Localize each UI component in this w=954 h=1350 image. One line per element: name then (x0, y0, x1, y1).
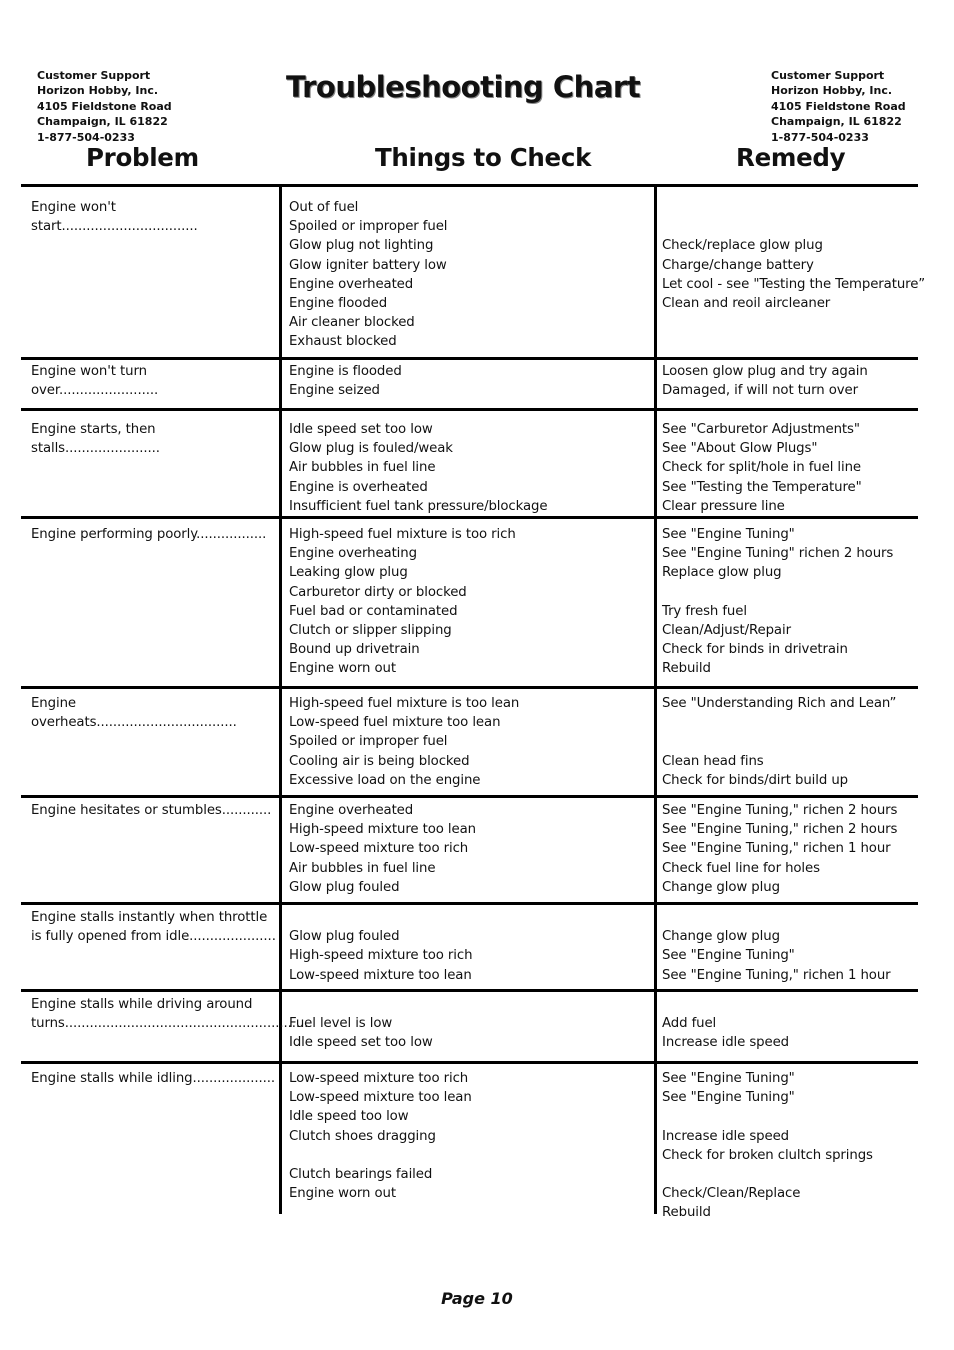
remedy-item: Clean and reoil aircleaner (662, 295, 831, 311)
remedy-item: Check for binds/dirt build up (662, 772, 848, 788)
check-item: Spoiled or improper fuel (289, 734, 448, 750)
remedy-item: Check fuel line for holes (662, 860, 820, 876)
check-item: Engine overheated (289, 276, 414, 292)
check-item: High-speed mixture too lean (289, 822, 476, 838)
things-to-check-cell (289, 908, 472, 985)
check-item: Idle speed set too low (289, 1035, 433, 1051)
check-item: Glow plug is fouled/weak (289, 441, 453, 457)
remedy-item: See "Engine Tuning," richen 1 hour (662, 967, 891, 983)
remedy-item: See "Engine Tuning," richen 2 hours (662, 822, 898, 838)
problem-cell: Engine hesitates or stumbles............ (31, 803, 272, 818)
things-to-check-cell (289, 198, 447, 352)
check-item: High-speed fuel mixture is too rich (289, 527, 516, 542)
remedy-item (662, 332, 925, 351)
check-item: Fuel level is low (289, 1016, 393, 1032)
remedy-cell (662, 525, 893, 679)
remedy-item (662, 583, 893, 602)
support-line: Horizon Hobby, Inc. (37, 84, 159, 98)
table-row (21, 905, 918, 992)
remedy-item: Rebuild (662, 1205, 711, 1221)
remedy-item: Increase idle speed (662, 1035, 790, 1051)
things-to-check-cell (289, 362, 402, 400)
remedy-item: Change glow plug (662, 879, 780, 895)
problem-cell: Engine stalls instantly when throttle is fully opened from idle..................... (31, 910, 276, 945)
remedy-item: Clean head fins (662, 753, 764, 769)
customer-support-address-right (771, 68, 941, 145)
remedy-item: Clear pressure line (662, 498, 785, 514)
remedy-item: Check for split/hole in fuel line (662, 460, 862, 476)
check-item: High-speed mixture too rich (289, 948, 473, 964)
table-row (21, 798, 918, 905)
remedy-item (662, 198, 925, 217)
remedy-item: See "Engine Tuning" (662, 1090, 795, 1106)
check-item: Cooling air is being blocked (289, 753, 470, 769)
problem-cell: Engine starts, then stalls....................... (31, 422, 160, 457)
support-line: Horizon Hobby, Inc. (771, 84, 893, 98)
remedy-item: See "Engine Tuning," richen 2 hours (662, 803, 898, 818)
check-item: Air bubbles in fuel line (289, 460, 436, 476)
remedy-item: Check for broken clultch springs (662, 1147, 873, 1163)
remedy-item: Loosen glow plug and try again (662, 364, 868, 379)
table-row (21, 519, 918, 689)
check-item: Engine is flooded (289, 364, 402, 379)
things-to-check-cell (289, 420, 547, 516)
column-header-problem: Problem (86, 143, 199, 172)
support-line: 1-877-504-0233 (771, 130, 869, 144)
remedy-item (662, 908, 891, 927)
check-item: Leaking glow plug (289, 565, 408, 581)
check-item: Glow plug fouled (289, 929, 400, 945)
remedy-item: Try fresh fuel (662, 603, 747, 619)
table-row (21, 360, 918, 411)
check-item: Spoiled or improper fuel (289, 219, 448, 235)
remedy-item: Damaged, if will not turn over (662, 383, 858, 399)
support-line: Customer Support (771, 69, 885, 82)
check-item: Engine worn out (289, 1186, 396, 1202)
problem-cell: Engine won't turn over........................ (31, 364, 159, 399)
problem-cell: Engine stalls while idling.................... (31, 1071, 276, 1086)
table-row (21, 992, 918, 1064)
remedy-item: See "Engine Tuning," richen 1 hour (662, 841, 891, 857)
remedy-cell (662, 1069, 873, 1223)
remedy-item: See "Engine Tuning" (662, 527, 795, 542)
remedy-item: See "Engine Tuning" richen 2 hours (662, 546, 894, 562)
support-line: 1-877-504-0233 (37, 130, 135, 144)
check-item: Engine is overheated (289, 479, 428, 495)
remedy-cell (662, 801, 897, 897)
remedy-item: See "Engine Tuning" (662, 948, 795, 964)
problem-cell: Engine won't start................................. (31, 200, 198, 235)
remedy-item: Increase idle speed (662, 1128, 790, 1144)
page-title: Troubleshooting Chart (286, 70, 641, 104)
remedy-item: Replace glow plug (662, 565, 782, 581)
check-item (289, 1146, 472, 1165)
things-to-check-cell (289, 995, 433, 1053)
check-item: Air bubbles in fuel line (289, 860, 436, 876)
things-to-check-cell (289, 801, 476, 897)
support-line: Champaign, IL 61822 (37, 115, 168, 129)
remedy-item: Change glow plug (662, 929, 780, 945)
problem-cell: Engine overheats.................................. (31, 696, 237, 731)
column-header-remedy: Remedy (736, 143, 846, 172)
remedy-item (662, 217, 925, 236)
check-item (289, 908, 472, 927)
check-item: Low-speed mixture too lean (289, 1090, 472, 1106)
table-row (21, 187, 926, 360)
remedy-item: Clean/Adjust/Repair (662, 622, 791, 638)
check-item: Exhaust blocked (289, 334, 397, 350)
remedy-item: See "Carburetor Adjustments" (662, 422, 860, 437)
remedy-item: Check/Clean/Replace (662, 1186, 801, 1202)
remedy-item: See "About Glow Plugs" (662, 441, 818, 457)
remedy-item: Add fuel (662, 1016, 717, 1032)
check-item: Idle speed too low (289, 1109, 409, 1125)
check-item: Engine seized (289, 383, 380, 399)
page-number: Page 10 (441, 1289, 513, 1308)
remedy-item (662, 1165, 873, 1184)
remedy-item: See "Understanding Rich and Lean” (662, 696, 897, 711)
problem-cell: Engine stalls while driving around turns........................................................... (31, 997, 309, 1032)
check-item: Low-speed fuel mixture too lean (289, 715, 501, 731)
check-item: Out of fuel (289, 200, 359, 215)
check-item: Glow igniter battery low (289, 257, 447, 273)
remedy-cell (662, 362, 868, 400)
customer-support-address-left (37, 68, 207, 145)
support-line: Champaign, IL 61822 (771, 115, 902, 129)
remedy-item: Charge/change battery (662, 257, 814, 273)
remedy-cell (662, 908, 891, 985)
things-to-check-cell (289, 694, 519, 790)
problem-cell: Engine performing poorly................. (31, 527, 267, 542)
remedy-item: See "Engine Tuning" (662, 1071, 795, 1086)
check-item: High-speed fuel mixture is too lean (289, 696, 520, 711)
remedy-cell (662, 694, 896, 790)
remedy-item (662, 713, 896, 732)
check-item: Clutch bearings failed (289, 1166, 433, 1182)
remedy-item: Rebuild (662, 661, 711, 677)
table-row (21, 689, 918, 798)
check-item: Fuel bad or contaminated (289, 603, 458, 619)
check-item: Engine worn out (289, 661, 396, 677)
check-item (289, 995, 433, 1014)
check-item: Air cleaner blocked (289, 315, 415, 331)
check-item: Insufficient fuel tank pressure/blockage (289, 498, 548, 514)
remedy-item (662, 732, 896, 751)
check-item: Excessive load on the engine (289, 772, 481, 788)
support-line: Customer Support (37, 69, 151, 82)
remedy-item (662, 1107, 873, 1126)
check-item: Engine overheating (289, 546, 417, 562)
check-item: Glow plug fouled (289, 879, 400, 895)
things-to-check-cell (289, 1069, 472, 1203)
support-line: 4105 Fieldstone Road (771, 99, 906, 113)
remedy-cell (662, 198, 925, 352)
check-item: Clutch or slipper slipping (289, 622, 452, 638)
table-row (21, 1064, 918, 1224)
check-item: Bound up drivetrain (289, 642, 420, 658)
support-line: 4105 Fieldstone Road (37, 99, 172, 113)
check-item: Low-speed mixture too rich (289, 841, 469, 857)
check-item: Low-speed mixture too lean (289, 967, 472, 983)
column-header-things-to-check: Things to Check (375, 143, 592, 172)
remedy-item (662, 995, 789, 1014)
check-item: Clutch shoes dragging (289, 1128, 436, 1144)
check-item: Glow plug not lighting (289, 238, 434, 254)
remedy-cell (662, 995, 789, 1053)
check-item: Engine overheated (289, 803, 414, 818)
remedy-cell (662, 420, 862, 516)
check-item: Idle speed set too low (289, 422, 433, 437)
table-row (21, 411, 918, 519)
remedy-item: Check for binds in drivetrain (662, 642, 848, 658)
remedy-item: Check/replace glow plug (662, 238, 823, 254)
things-to-check-cell (289, 525, 516, 679)
check-item: Carburetor dirty or blocked (289, 584, 467, 600)
check-item: Low-speed mixture too rich (289, 1071, 469, 1086)
remedy-item (662, 313, 925, 332)
remedy-item: Let cool - see "Testing the Temperature” (662, 276, 926, 292)
remedy-item: See "Testing the Temperature" (662, 479, 862, 495)
check-item: Engine flooded (289, 295, 388, 311)
